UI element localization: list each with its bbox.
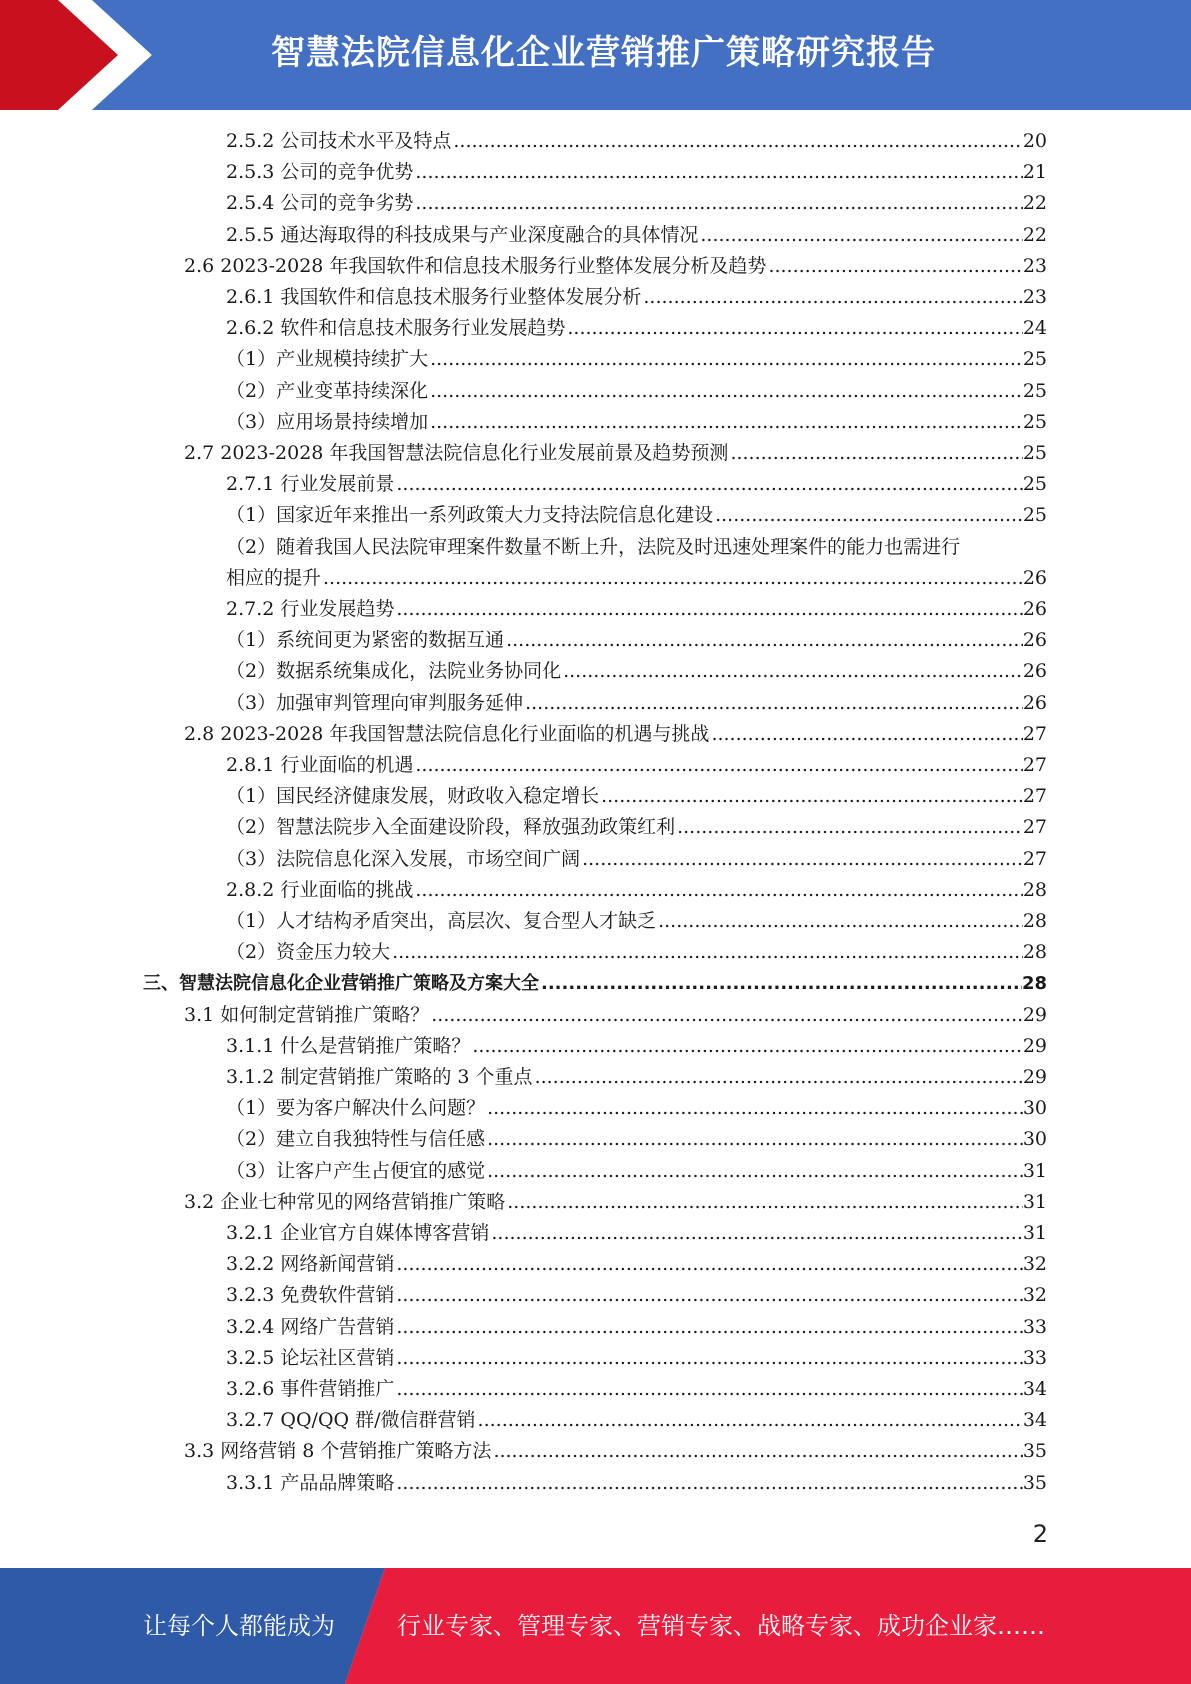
toc-leader-dots	[711, 719, 1022, 750]
toc-entry-page: 28	[1021, 973, 1047, 995]
toc-leader-dots	[415, 157, 1022, 188]
footer-slogan-right: 行业专家、管理专家、营销专家、战略专家、成功企业家……	[397, 1612, 1045, 1640]
toc-entry-page: 28	[1022, 878, 1047, 901]
toc-leader-dots	[507, 1187, 1023, 1218]
toc-entry-title: （2）数据系统集成化，法院业务协同化	[226, 660, 562, 683]
toc-entry[interactable]	[226, 313, 1047, 344]
toc-entry-page: 26	[1022, 629, 1047, 652]
toc-entry[interactable]	[226, 500, 1047, 531]
toc-leader-dots	[396, 469, 1022, 500]
toc-leader-dots	[396, 1343, 1022, 1374]
toc-entry-title: （3）应用场景持续增加	[226, 410, 429, 433]
toc-leader-dots	[396, 1374, 1022, 1405]
toc-entry-title: 3.2.5 论坛社区营销	[226, 1346, 395, 1369]
toc-entry-title: （3）法院信息化深入发展，市场空间广阔	[226, 847, 581, 870]
toc-entry-page: 32	[1022, 1253, 1047, 1276]
toc-entry-page: 27	[1022, 722, 1047, 745]
toc-leader-dots	[506, 625, 1023, 656]
toc-entry[interactable]	[226, 563, 1047, 594]
toc-entry-title: 2.5.2 公司技术水平及特点	[226, 130, 452, 152]
toc-entry-title: 三、智慧法院信息化企业营销推广策略及方案大全	[143, 973, 539, 995]
toc-entry-page: 23	[1022, 286, 1047, 308]
toc-entry[interactable]	[184, 1187, 1047, 1218]
toc-entry-page: 25	[1022, 348, 1047, 371]
toc-leader-dots	[535, 1062, 1023, 1093]
toc-entry-page: 26	[1022, 566, 1047, 589]
toc-entry-title: 3.2 企业七种常见的网络营销推广策略	[184, 1190, 506, 1213]
toc-entry[interactable]	[226, 1093, 1047, 1124]
toc-entry[interactable]	[226, 750, 1047, 781]
toc-leader-dots	[487, 1093, 1023, 1124]
toc-entry-wrapped[interactable]: （2）随着我国人民法院审理案件数量不断上升，法院及时迅速处理案件的能力也需进行	[226, 535, 961, 558]
toc-entry-title: 3.2.6 事件营销推广	[226, 1378, 395, 1400]
toc-entry-page: 26	[1022, 598, 1047, 620]
toc-entry[interactable]	[226, 1405, 1047, 1436]
toc-leader-dots	[323, 563, 1023, 594]
toc-leader-dots	[525, 688, 1023, 719]
toc-entry[interactable]	[226, 1156, 1047, 1187]
toc-entry[interactable]	[226, 688, 1047, 719]
toc-entry[interactable]	[226, 625, 1047, 656]
toc-entry-page: 31	[1022, 1159, 1047, 1182]
toc-entry[interactable]	[226, 656, 1047, 687]
toc-entry-title: （1）国民经济健康发展，财政收入稳定增长	[226, 785, 600, 808]
toc-leader-dots	[658, 906, 1023, 937]
toc-entry[interactable]	[184, 438, 1047, 469]
toc-entry[interactable]	[226, 594, 1047, 625]
toc-entry[interactable]	[226, 812, 1047, 843]
toc-entry[interactable]	[226, 937, 1047, 968]
toc-entry[interactable]	[226, 1280, 1047, 1311]
toc-entry-title: （2）产业变革持续深化	[226, 379, 429, 402]
page-footer	[0, 1568, 1191, 1684]
toc-entry-page: 30	[1022, 1128, 1047, 1151]
toc-leader-dots	[453, 126, 1022, 157]
toc-entry[interactable]	[226, 1312, 1047, 1343]
toc-entry-page: 27	[1022, 816, 1047, 839]
toc-leader-dots	[396, 1468, 1022, 1499]
toc-leader-dots	[541, 968, 1022, 999]
toc-chapter-entry[interactable]	[143, 968, 1047, 999]
toc-leader-dots	[396, 1249, 1022, 1280]
toc-entry-title: 2.8 2023-2028 年我国智慧法院信息化行业面临的机遇与挑战	[184, 722, 710, 745]
toc-entry-title: 2.6 2023-2028 年我国软件和信息技术服务行业整体发展分析及趋势	[184, 254, 767, 277]
toc-entry-page: 23	[1022, 254, 1047, 277]
toc-entry-title: 2.5.5 通达海取得的科技成果与产业深度融合的具体情况	[226, 223, 699, 246]
toc-entry-page: 27	[1022, 785, 1047, 808]
toc-leader-dots	[472, 1031, 1022, 1062]
toc-entry[interactable]	[226, 1062, 1047, 1093]
toc-entry[interactable]	[184, 719, 1047, 750]
toc-entry-page: 28	[1022, 910, 1047, 932]
toc-entry-title: （3）让客户产生占便宜的感觉	[226, 1159, 486, 1182]
toc-entry[interactable]	[226, 1218, 1047, 1249]
toc-entry-page: 26	[1022, 660, 1047, 683]
toc-leader-dots	[431, 1000, 1023, 1031]
toc-entry-title: 3.1 如何制定营销推广策略？	[184, 1003, 430, 1026]
toc-entry[interactable]	[226, 906, 1047, 937]
toc-leader-dots	[700, 220, 1022, 251]
toc-entry[interactable]	[226, 1343, 1047, 1374]
toc-entry-page: 31	[1022, 1222, 1047, 1244]
toc-leader-dots	[567, 313, 1022, 344]
toc-entry-page: 27	[1022, 754, 1047, 776]
toc-entry-page: 28	[1022, 941, 1047, 964]
toc-entry-title: 3.1.1 什么是营销推广策略？	[226, 1034, 471, 1057]
toc-leader-dots	[396, 594, 1022, 625]
toc-entry[interactable]	[226, 1031, 1047, 1062]
toc-entry-title: 3.2.4 网络广告营销	[226, 1315, 395, 1338]
toc-leader-dots	[430, 344, 1023, 375]
toc-leader-dots	[487, 1156, 1023, 1187]
toc-leader-dots	[730, 438, 1022, 469]
toc-entry[interactable]	[226, 376, 1047, 407]
toc-entry-title: （1）国家近年来推出一系列政策大力支持法院信息化建设	[226, 504, 714, 527]
toc-leader-dots	[415, 875, 1022, 906]
toc-entry-page: 27	[1022, 847, 1047, 870]
toc-leader-dots	[396, 1312, 1022, 1343]
toc-entry-title: 3.2.2 网络新闻营销	[226, 1253, 395, 1276]
toc-entry[interactable]	[226, 188, 1047, 219]
toc-entry-title: 3.3 网络营销 8 个营销推广策略方法	[184, 1440, 492, 1463]
toc-entry-title: 3.2.1 企业官方自媒体博客营销	[226, 1222, 490, 1244]
toc-entry-title: 2.6.2 软件和信息技术服务行业发展趋势	[226, 317, 566, 340]
toc-leader-dots	[715, 500, 1023, 531]
toc-entry[interactable]	[226, 282, 1047, 313]
toc-entry[interactable]	[226, 1249, 1047, 1280]
toc-entry[interactable]	[226, 344, 1047, 375]
toc-entry-title: 2.5.4 公司的竞争劣势	[226, 192, 414, 215]
toc-entry-page: 32	[1022, 1284, 1047, 1307]
toc-leader-dots	[392, 937, 1023, 968]
toc-entry-title: （3）加强审判管理向审判服务延伸	[226, 691, 524, 714]
toc-entry-page: 25	[1022, 473, 1047, 496]
toc-entry-title: 3.3.1 产品品牌策略	[226, 1471, 395, 1494]
toc-entry-title: （1）要为客户解决什么问题？	[226, 1097, 486, 1120]
report-title: 智慧法院信息化企业营销推广策略研究报告	[271, 33, 936, 73]
toc-entry[interactable]	[226, 469, 1047, 500]
toc-entry-title: （1）人才结构矛盾突出，高层次、复合型人才缺乏	[226, 910, 657, 932]
toc-entry-page: 26	[1022, 691, 1047, 714]
toc-leader-dots	[563, 656, 1023, 687]
toc-leader-dots	[415, 188, 1022, 219]
toc-entry-page: 25	[1022, 410, 1047, 433]
toc-leader-dots	[768, 251, 1022, 282]
toc-entry[interactable]	[226, 781, 1047, 812]
page-number: 2	[1032, 1520, 1048, 1548]
toc-entry-title: 3.2.7 QQ/QQ 群/微信群营销	[226, 1409, 476, 1432]
toc-leader-dots	[677, 812, 1023, 843]
page-header	[0, 0, 1191, 110]
toc-entry-page: 30	[1022, 1097, 1047, 1120]
toc-entry-page: 29	[1022, 1066, 1047, 1088]
toc-entry-page: 33	[1022, 1346, 1047, 1369]
toc-leader-dots	[487, 1124, 1023, 1155]
toc-entry-title: 2.7.1 行业发展前景	[226, 473, 395, 496]
toc-entry-title: （2）智慧法院步入全面建设阶段，释放强劲政策红利	[226, 816, 676, 839]
toc-entry-title: 2.8.1 行业面临的机遇	[226, 754, 414, 776]
toc-entry-title: 2.5.3 公司的竞争优势	[226, 161, 414, 184]
toc-entry[interactable]	[226, 875, 1047, 906]
toc-entry-page: 34	[1022, 1378, 1047, 1400]
toc-entry[interactable]	[226, 157, 1047, 188]
toc-entry-page: 29	[1022, 1003, 1047, 1026]
toc-entry-title: 3.1.2 制定营销推广策略的 3 个重点	[226, 1066, 533, 1088]
toc-entry-title: （2）资金压力较大	[226, 941, 391, 964]
toc-entry[interactable]	[226, 1468, 1047, 1499]
toc-leader-dots	[430, 376, 1023, 407]
toc-leader-dots	[396, 1280, 1022, 1311]
toc-entry-page: 25	[1022, 379, 1047, 402]
toc-entry[interactable]	[184, 1436, 1047, 1467]
toc-entry[interactable]	[226, 844, 1047, 875]
toc-leader-dots	[478, 1405, 1023, 1436]
toc-entry-page: 35	[1022, 1471, 1047, 1494]
toc-entry[interactable]	[226, 126, 1047, 157]
toc-entry[interactable]	[226, 1124, 1047, 1155]
toc-entry-page: 22	[1022, 223, 1047, 246]
toc-leader-dots	[643, 282, 1022, 313]
toc-leader-dots	[582, 844, 1023, 875]
toc-entry[interactable]	[184, 1000, 1047, 1031]
toc-entry[interactable]	[226, 407, 1047, 438]
toc-entry-title: 2.8.2 行业面临的挑战	[226, 878, 414, 901]
toc-entry-title: （1）产业规模持续扩大	[226, 348, 429, 371]
toc-entry-page: 22	[1022, 192, 1047, 215]
toc-entry-page: 34	[1022, 1409, 1047, 1432]
toc-entry-title: （1）系统间更为紧密的数据互通	[226, 629, 505, 652]
toc-entry-page: 21	[1022, 161, 1047, 184]
toc-entry[interactable]	[226, 220, 1047, 251]
toc-entry-page: 20	[1022, 130, 1047, 152]
toc-entry-page: 25	[1022, 504, 1047, 527]
toc-entry-page: 25	[1022, 442, 1047, 464]
toc-entry-title: 相应的提升	[226, 566, 322, 589]
toc-leader-dots	[493, 1436, 1022, 1467]
toc-leader-dots	[491, 1218, 1022, 1249]
toc-entry-page: 24	[1022, 317, 1047, 340]
toc-entry-page: 31	[1022, 1190, 1047, 1213]
toc-entry-title: 2.7.2 行业发展趋势	[226, 598, 395, 620]
toc-entry-title: 2.7 2023-2028 年我国智慧法院信息化行业发展前景及趋势预测	[184, 442, 729, 464]
footer-slogan-left: 让每个人都能成为	[143, 1612, 335, 1640]
toc-leader-dots	[415, 750, 1022, 781]
toc-entry-title: 3.2.3 免费软件营销	[226, 1284, 395, 1307]
toc-entry-page: 35	[1022, 1440, 1047, 1463]
toc-entry[interactable]	[184, 251, 1047, 282]
toc-entry-title: （2）建立自我独特性与信任感	[226, 1128, 486, 1151]
toc-entry[interactable]	[226, 1374, 1047, 1405]
toc-leader-dots	[601, 781, 1023, 812]
toc-entry-page: 29	[1022, 1034, 1047, 1057]
toc-entry-title: 2.6.1 我国软件和信息技术服务行业整体发展分析	[226, 286, 642, 308]
toc-leader-dots	[430, 407, 1023, 438]
toc-entry-page: 33	[1022, 1315, 1047, 1338]
